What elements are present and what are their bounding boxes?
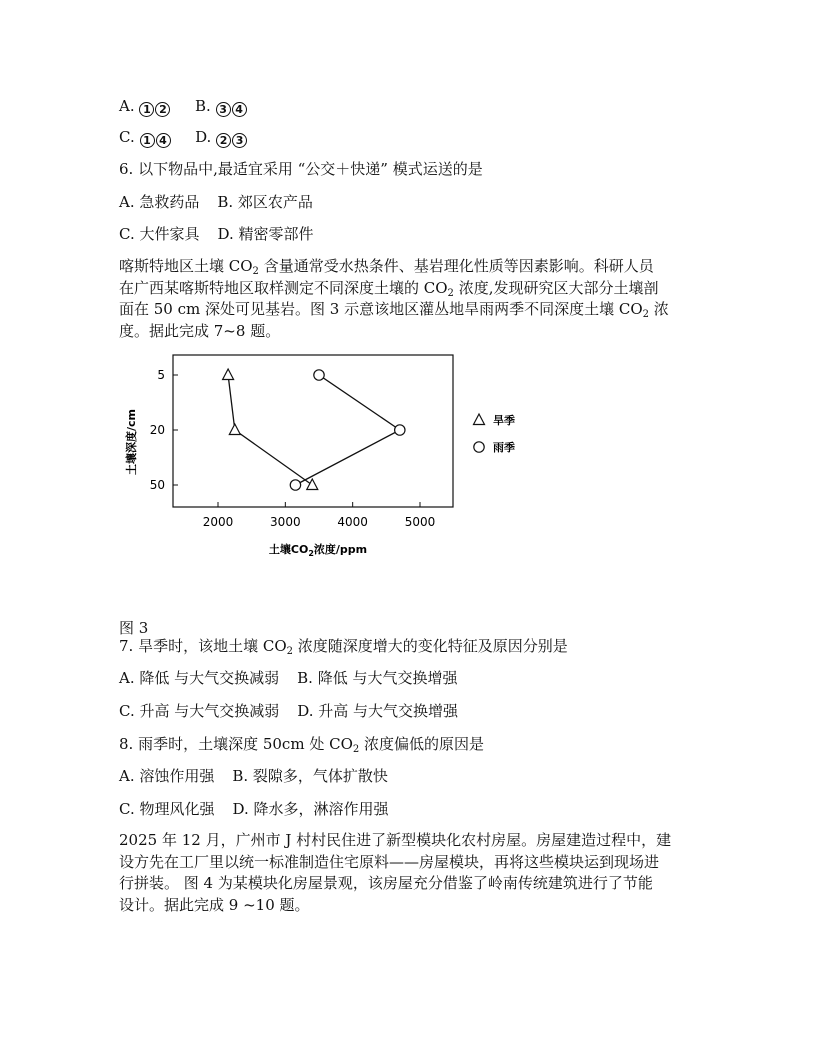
wet-season-point [314, 370, 324, 380]
circled-number-icon: 1 [140, 133, 155, 148]
passage-line: 设方先在工厂里以统一标准制造住宅原料——房屋模块，再将这些模块运到现场进 [119, 852, 660, 871]
passage-line: 面在 50 cm 深处可见基岩。图 3 示意该地区灌丛地旱雨两季不同深度土壤 $CO_2$ 浓 [119, 300, 669, 320]
q8-options-row-2 [119, 799, 389, 819]
q6-option-c: C. 大件家具 [119, 225, 200, 243]
circled-number-icon: 3 [232, 133, 247, 148]
q6-option-b: B. 郊区农产品 [217, 193, 313, 211]
legend-label: 旱季 [493, 414, 515, 427]
passage-line: 2025 年 12 月，广州市 J 村村民住进了新型模块化农村房屋。房屋建造过程中，建 [119, 831, 672, 849]
q7-options-row-1 [119, 668, 457, 688]
circled-number-icon: 2 [155, 102, 170, 117]
q6-stem: 6. 以下物品中,最适宜采用 “公交＋快递” 模式运送的是 [119, 160, 483, 178]
circled-number-icon: 2 [216, 133, 231, 148]
passage-karst [119, 256, 699, 342]
x-tick-label: 3000 [270, 515, 301, 529]
q8-option-a: A. 溶蚀作用强 [119, 767, 215, 785]
q8-option-d: D. 降水多，淋溶作用强 [232, 800, 389, 818]
q5-option-b-letter: B. [194, 97, 211, 115]
figure-caption: 图 3 [119, 619, 149, 637]
circled-number-icon: 4 [232, 102, 247, 117]
y-tick-label: 50 [149, 478, 165, 492]
q6-options-row-1 [119, 192, 313, 212]
circled-number-icon: 3 [216, 102, 231, 117]
q5-option-d-letter: D. [195, 128, 212, 146]
x-tick-label: 5000 [404, 515, 436, 529]
dry-season-point [229, 424, 240, 435]
wet-season-point [290, 480, 300, 490]
q7-option-a: A. 降低 与大气交换减弱 [119, 669, 280, 687]
q5-options-row-1 [119, 96, 248, 117]
legend-label: 雨季 [493, 441, 515, 454]
q8-option-b: B. 裂隙多，气体扩散快 [232, 767, 388, 785]
q7-options-row-2 [119, 701, 458, 721]
circled-number-icon: 4 [156, 133, 171, 148]
q5-option-c-letter: C. [119, 128, 135, 146]
y-axis-label: 土壤深度/cm [125, 409, 138, 475]
co2-depth-chart [118, 350, 515, 565]
q5-option-a-letter: A. [119, 97, 135, 115]
q5-options-row-2 [119, 127, 248, 148]
series-line-dry [228, 375, 312, 485]
y-tick-label: 5 [157, 368, 165, 382]
q6-option-a: A. 急救药品 [119, 193, 200, 211]
dry-season-point [223, 369, 234, 380]
circled-number-icon: 1 [139, 102, 154, 117]
q7-option-c: C. 升高 与大气交换减弱 [119, 702, 280, 720]
q8-option-c: C. 物理风化强 [119, 800, 215, 818]
y-tick-label: 20 [149, 423, 165, 437]
q6-options-row-2 [119, 224, 314, 244]
q7-option-d: D. 升高 与大气交换增强 [297, 702, 459, 720]
passage-line: 度。据此完成 7~8 题。 [119, 321, 281, 340]
legend-circle-icon [474, 442, 484, 452]
legend-triangle-icon [474, 414, 485, 425]
series-line-wet [295, 375, 399, 485]
wet-season-point [395, 425, 405, 435]
passage-modular-house [119, 830, 699, 916]
x-tick-label: 2000 [202, 515, 234, 529]
passage-line: 在广西某喀斯特地区取样测定不同深度土壤的 $CO_2$ 浓度,发现研究区大部分土壤剖 [119, 278, 659, 299]
q6-option-d: D. 精密零部件 [217, 225, 314, 243]
q7-stem: 7. 旱季时，该地土壤 $CO_2$ 浓度随深度增大的变化特征及原因分别是 [119, 637, 568, 657]
passage-line: 设计。据此完成 9 ~10 题。 [119, 895, 310, 914]
passage-line: 行拼装。 图 4 为某模块化房屋景观，该房屋充分借鉴了岭南传统建筑进行了节能 [119, 874, 653, 892]
x-tick-label: 4000 [337, 515, 368, 529]
dry-season-point [307, 479, 318, 490]
passage-line: 喀斯特地区土壤 $CO_2$ 含量通常受水热条件、基岩理化性质等因素影响。科研人员 [119, 257, 654, 277]
q8-stem: 8. 雨季时，土壤深度 50cm 处 $CO_2$ 浓度偏低的原因是 [119, 735, 485, 755]
q8-options-row-1 [119, 766, 388, 786]
q7-option-b: B. 降低 与大气交换增强 [297, 669, 458, 687]
x-axis-label: 土壤$CO_2$浓度/ppm [268, 543, 368, 558]
